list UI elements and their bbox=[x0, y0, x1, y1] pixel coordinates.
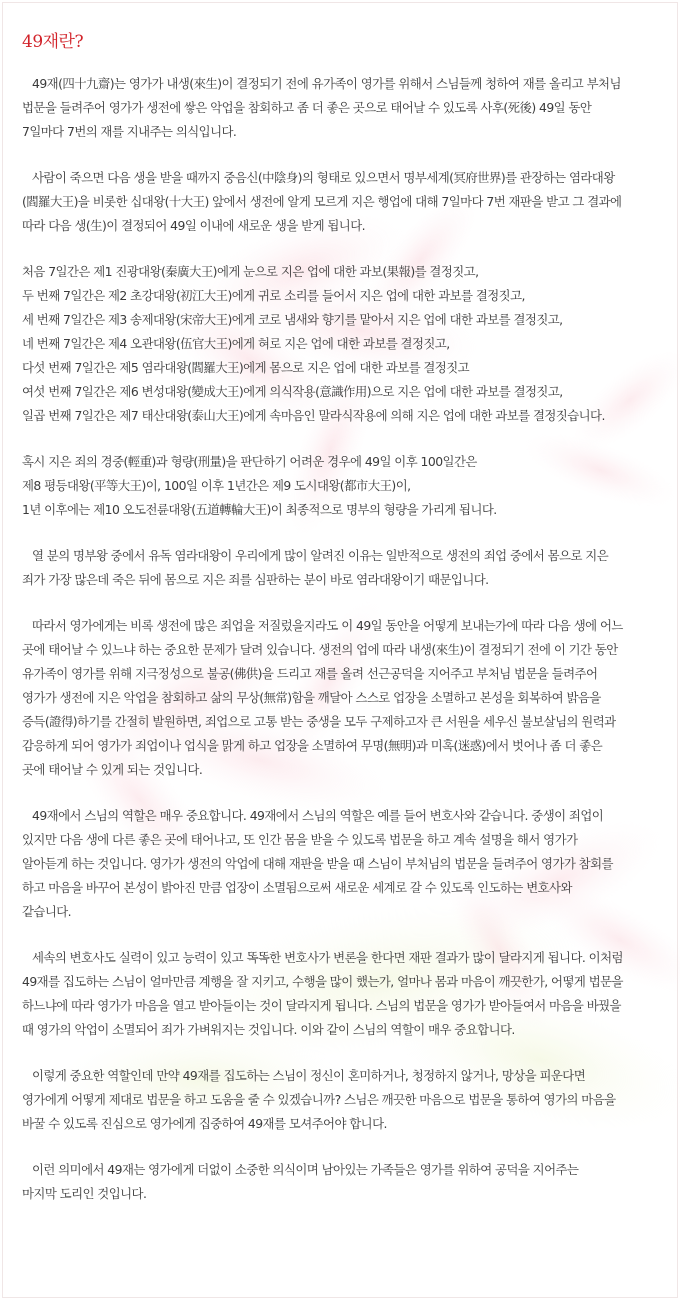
text-line: 유가족이 영가를 위해 지극정성으로 불공(佛供)을 드리고 재를 올려 선근공덕을 지어주고 부처님 법문을 들려주어 bbox=[22, 666, 598, 681]
paragraph bbox=[0, 614, 680, 782]
text-line: 법문을 들려주어 영가가 생전에 쌓은 악업을 참회하고 좀 더 좋은 곳으로 태어날 수 있도록 사후(死後) 49일 동안 bbox=[22, 100, 592, 115]
text-line: 49재(四十九齋)는 영가가 내생(來生)이 결정되기 전에 유가족이 영가를 위해서 스님들께 청하여 재를 올리고 부처님 bbox=[32, 76, 621, 91]
text-line: 영가에게 어떻게 제대로 법문을 하고 도움을 줄 수 있겠습니까? 스님은 깨끗한 마음으로 법문을 통하여 영가의 마음을 bbox=[22, 1092, 616, 1107]
text-line: 네 번째 7일간은 제4 오관대왕(伍官大王)에게 혀로 지은 업에 대한 과보를 결정짓고, bbox=[22, 336, 450, 351]
text-line: 곳에 태어날 수 있게 되는 것입니다. bbox=[22, 762, 203, 777]
text-line: 7일마다 7번의 재를 지내주는 의식입니다. bbox=[22, 124, 237, 139]
text-line: 하느냐에 따라 영가가 마음을 열고 받아들이는 것이 달라지게 됩니다. 스님의 법문을 영가가 받아들여서 마음을 바꿨을 bbox=[22, 998, 621, 1013]
paragraph bbox=[0, 72, 680, 144]
text-line: 혹시 지은 죄의 경중(輕重)과 형량(刑量)을 판단하기 어려운 경우에 49일 이후 100일간은 bbox=[22, 454, 477, 469]
text-line: 이런 의미에서 49재는 영가에게 더없이 소중한 의식이며 남아있는 가족들은 영가를 위하여 공덕을 지어주는 bbox=[32, 1162, 579, 1177]
text-line: 제8 평등대왕(平等大王)이, 100일 이후 1년간은 제9 도시대왕(都市大王)이, bbox=[22, 478, 411, 493]
text-line: 바꿀 수 있도록 진심으로 영가에게 집중하여 49재를 모셔주어야 합니다. bbox=[22, 1116, 387, 1131]
paragraph bbox=[0, 1158, 680, 1206]
text-line: 여섯 번째 7일간은 제6 변성대왕(變成大王)에게 의식작용(意識作用)으로 지은 업에 대한 과보를 결정짓고, bbox=[22, 384, 563, 399]
text-line: 49재에서 스님의 역할은 매우 중요합니다. 49재에서 스님의 역할은 예를 들어 변호사와 같습니다. 중생이 죄업이 bbox=[32, 808, 604, 823]
text-line: 있지만 다음 생에 다른 좋은 곳에 태어나고, 또 인간 몸을 받을 수 있도록 법문을 하고 계속 설명을 해서 영가가 bbox=[22, 832, 578, 847]
page-title: 49재란? bbox=[22, 32, 84, 52]
paragraph bbox=[0, 260, 680, 428]
text-line: 죄가 가장 많은데 죽은 뒤에 몸으로 지은 죄를 심판하는 분이 바로 염라대왕이기 때문입니다. bbox=[22, 572, 489, 587]
text-line: 곳에 태어날 수 있느냐 하는 중요한 문제가 달려 있습니다. 생전의 업에 따라 내생(來生)이 결정되기 전에 이 기간 동안 bbox=[22, 642, 618, 657]
text-line: 세 번째 7일간은 제3 송제대왕(宋帝大王)에게 코로 냄새와 향기를 맡아서 지은 업에 대한 과보를 결정짓고, bbox=[22, 312, 563, 327]
text-line: 때 영가의 악업이 소멸되어 죄가 가벼워지는 것입니다. 이와 같이 스님의 역할이 매우 중요합니다. bbox=[22, 1022, 515, 1037]
text-line: 하고 마음을 바꾸어 본성이 밝아진 만큼 업장이 소멸됨으로써 새로운 세계로 갈 수 있도록 인도하는 변호사와 bbox=[22, 880, 572, 895]
text-line: 일곱 번째 7일간은 제7 태산대왕(泰山大王)에게 속마음인 말라식작용에 의해 지은 업에 대한 과보를 결정짓습니다. bbox=[22, 408, 605, 423]
paragraph bbox=[0, 544, 680, 592]
article-body bbox=[0, 72, 680, 1228]
paragraph bbox=[0, 804, 680, 924]
text-line: 세속의 변호사도 실력이 있고 능력이 있고 똑똑한 변호사가 변론을 한다면 재판 결과가 많이 달라지게 됩니다. 이처럼 bbox=[32, 950, 623, 965]
text-line: 이렇게 중요한 역할인데 만약 49재를 집도하는 스님이 정신이 혼미하거나, 청정하지 않거나, 망상을 피운다면 bbox=[32, 1068, 586, 1083]
text-line: 증득(證得)하기를 간절히 발원하면, 죄업으로 고통 받는 중생을 모두 구제하고자 큰 서원을 세우신 불보살님의 원력과 bbox=[22, 714, 616, 729]
paragraph bbox=[0, 1064, 680, 1136]
paragraph bbox=[0, 450, 680, 522]
text-line: 열 분의 명부왕 중에서 유독 염라대왕이 우리에게 많이 알려진 이유는 일반적으로 생전의 죄업 중에서 몸으로 지은 bbox=[32, 548, 609, 563]
text-line: (閻羅大王)을 비롯한 십대왕(十大王) 앞에서 생전에 알게 모르게 지은 행업에 대해 7일마다 7번 재판을 받고 그 결과에 bbox=[22, 194, 622, 209]
paragraph bbox=[0, 166, 680, 238]
text-line: 사람이 죽으면 다음 생을 받을 때까지 중음신(中陰身)의 형태로 있으면서 명부세계(冥府世界)를 관장하는 염라대왕 bbox=[32, 170, 615, 185]
paragraph bbox=[0, 946, 680, 1042]
text-line: 두 번째 7일간은 제2 초강대왕(初江大王)에게 귀로 소리를 들어서 지은 업에 대한 과보를 결정짓고, bbox=[22, 288, 525, 303]
text-line: 따라서 영가에게는 비록 생전에 많은 죄업을 저질렀을지라도 이 49일 동안을 어떻게 보내는가에 따라 다음 생에 어느 bbox=[32, 618, 623, 633]
text-line: 마지막 도리인 것입니다. bbox=[22, 1186, 147, 1201]
text-line: 49재를 집도하는 스님이 얼마만큼 계행을 잘 지키고, 수행을 많이 했는가, 얼마나 몸과 마음이 깨끗한가, 어떻게 법문을 bbox=[22, 974, 623, 989]
text-line: 알아듣게 하는 것입니다. 영가가 생전의 악업에 대해 재판을 받을 때 스님이 부처님의 법문을 들려주어 영가가 참회를 bbox=[22, 856, 613, 871]
text-line: 영가가 생전에 지은 악업을 참회하고 삶의 무상(無常)함을 깨달아 스스로 업장을 소멸하고 본성을 회복하여 밝음을 bbox=[22, 690, 601, 705]
text-line: 감응하게 되어 영가가 죄업이나 업식을 맑게 하고 업장을 소멸하여 무명(無明)과 미혹(迷惑)에서 벗어나 좀 더 좋은 bbox=[22, 738, 603, 753]
text-line: 처음 7일간은 제1 진광대왕(秦廣大王)에게 눈으로 지은 업에 대한 과보(果報)를 결정짓고, bbox=[22, 264, 479, 279]
text-line: 같습니다. bbox=[22, 904, 72, 919]
text-line: 1년 이후에는 제10 오도전륜대왕(五道轉輪大王)이 최종적으로 명부의 형량을 가리게 됩니다. bbox=[22, 502, 497, 517]
text-line: 따라 다음 생(生)이 결정되어 49일 이내에 새로운 생을 받게 됩니다. bbox=[22, 218, 366, 233]
text-line: 다섯 번째 7일간은 제5 염라대왕(閻羅大王)에게 몸으로 지은 업에 대한 과보를 결정짓고 bbox=[22, 360, 470, 375]
